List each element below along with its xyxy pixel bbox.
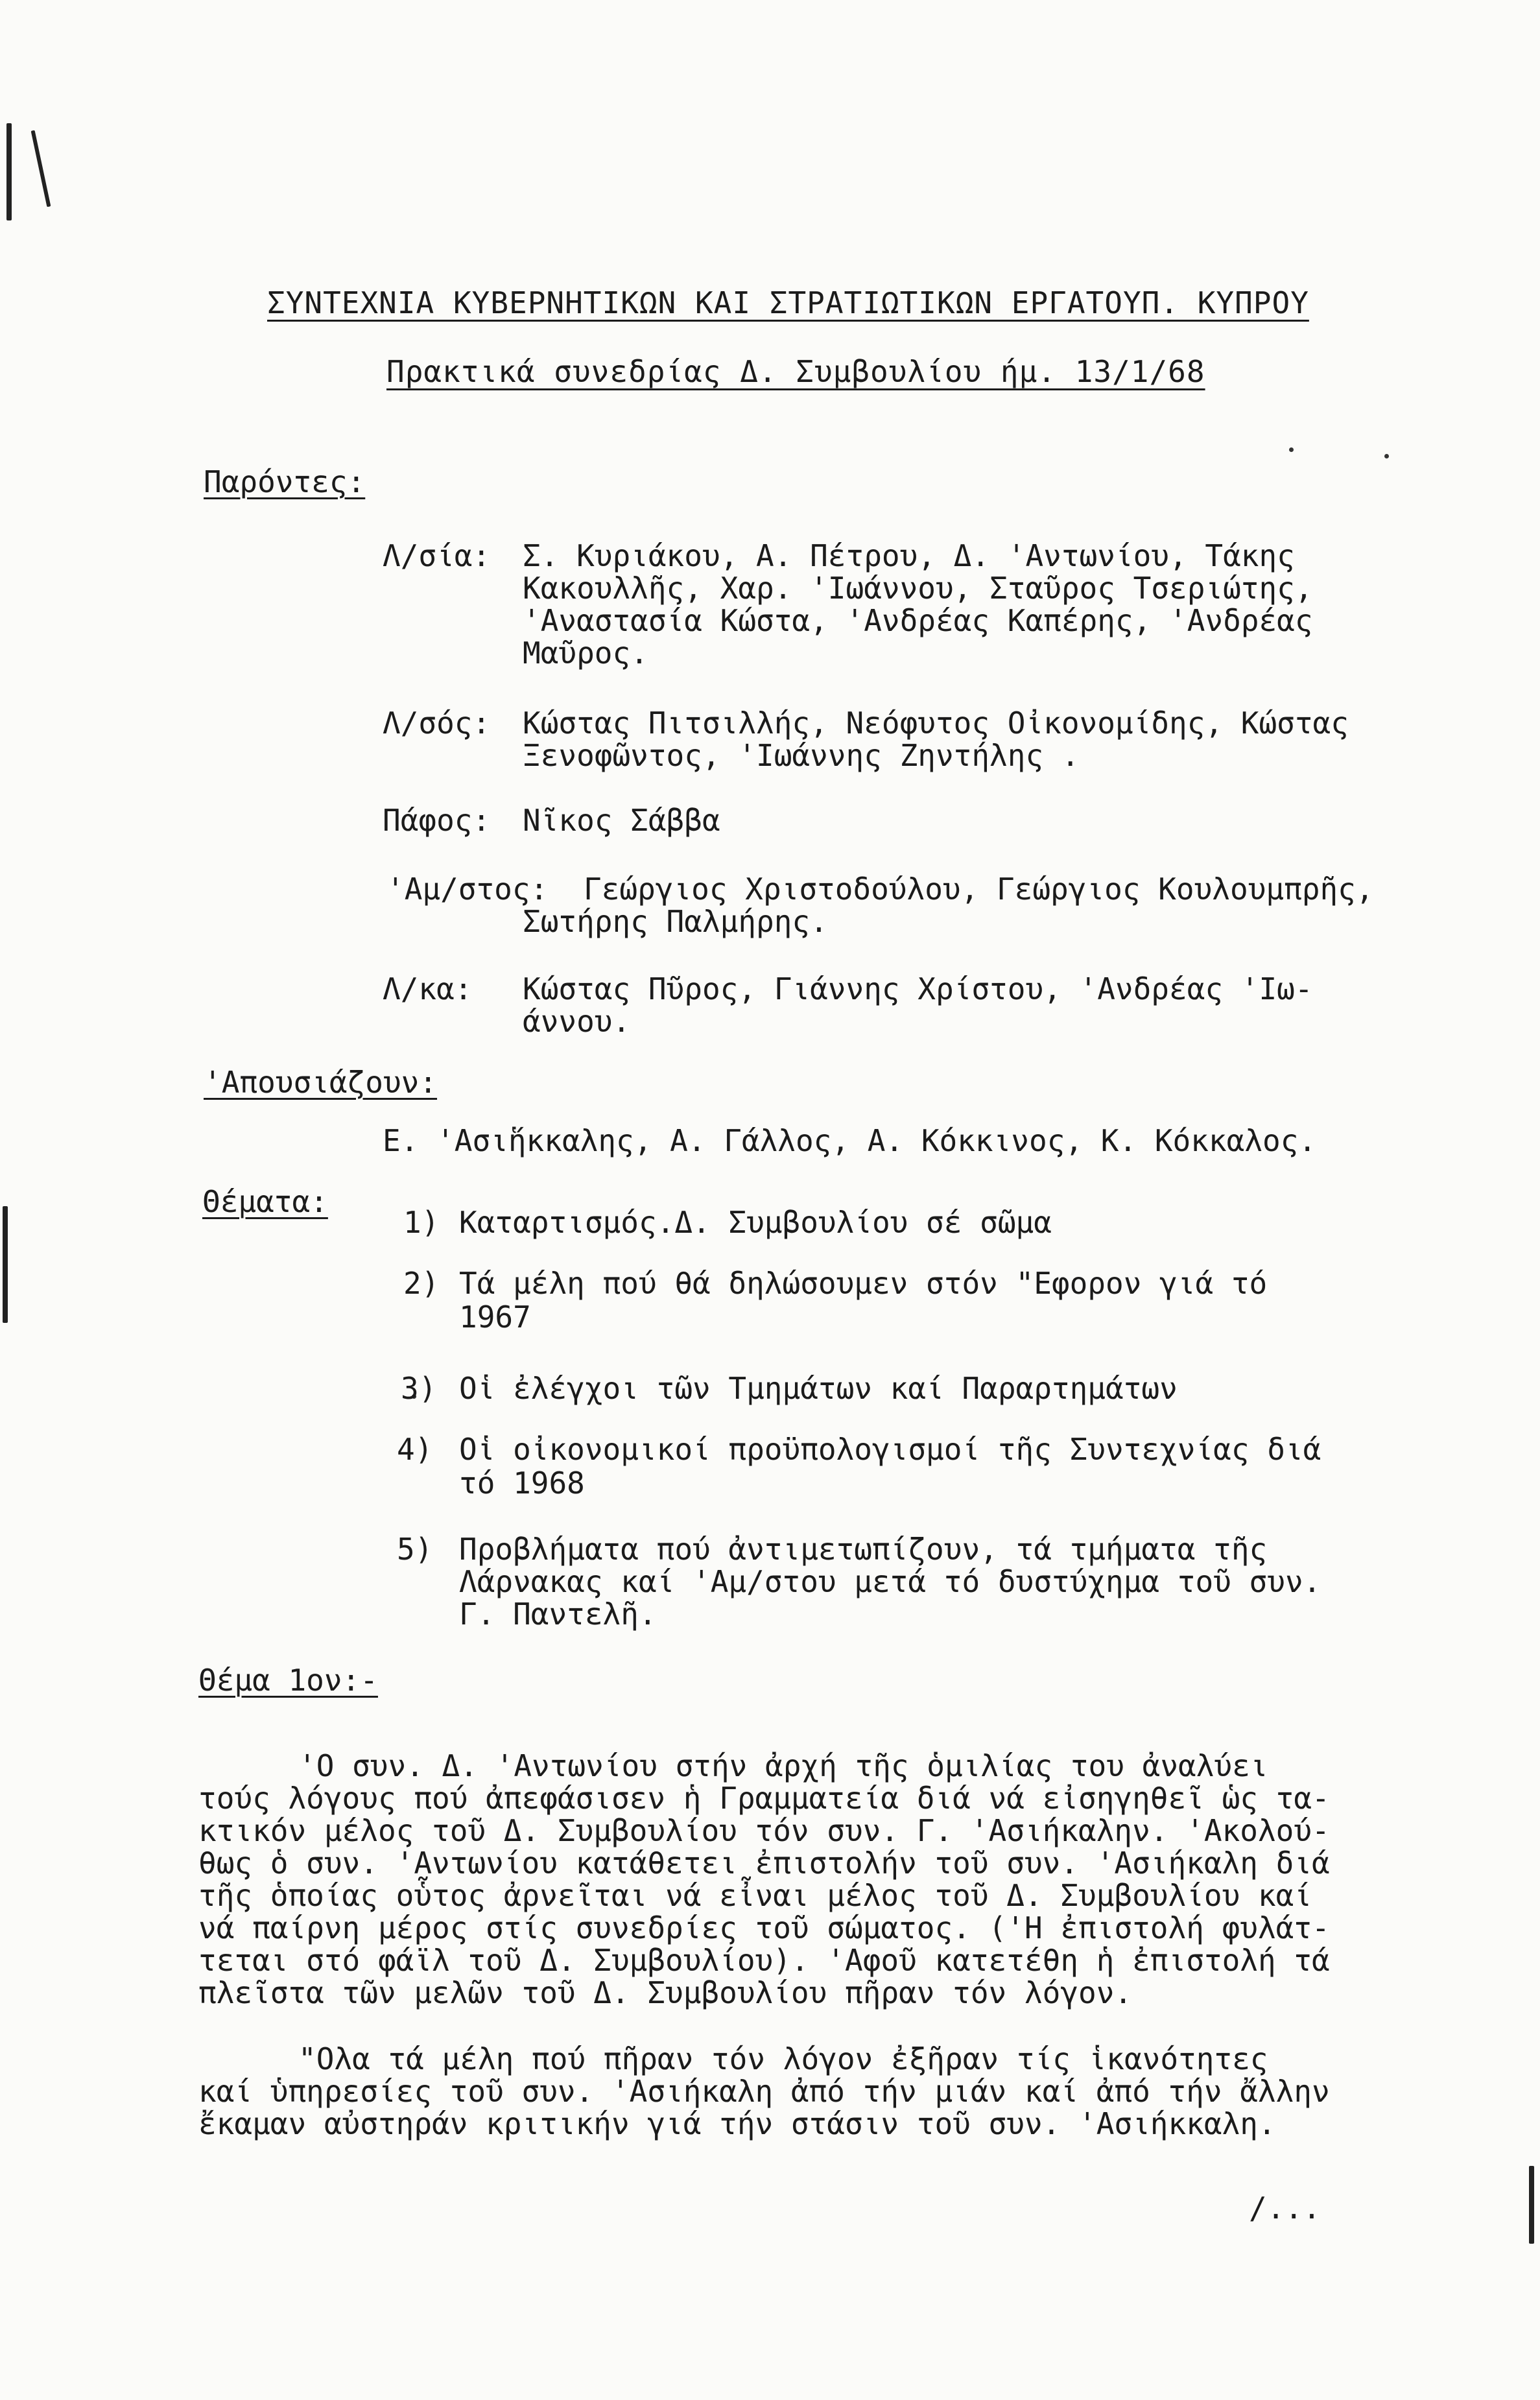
group-line: Κακουλλῆς, Χαρ. 'Ιωάννου, Σταῦρος Τσεριώτης, (523, 571, 1313, 606)
paragraph-line: τῆς ὁποίας οὗτος ἀρνεῖται νά εἶναι μέλος τοῦ Δ. Συμβουλίου καί (198, 1878, 1312, 1913)
group-line: Νῖκος Σάββα (523, 803, 720, 838)
paragraph-line: θως ὁ συν. 'Αντωνίου κατάθετει ἐπιστολήν τοῦ συν. 'Ασιήκαλη διά (198, 1846, 1330, 1881)
scan-mark (3, 1206, 8, 1323)
paragraph-line: νά παίρνη μέρος στίς συνεδρίες τοῦ σώματος. ('Η ἐπιστολή φυλάτ- (198, 1910, 1330, 1945)
topic-number: 2) (403, 1266, 440, 1301)
absent-heading: 'Απουσιάζουν: (204, 1065, 438, 1100)
group-line: 'Αναστασία Κώστα, 'Ανδρέας Καπέρης, 'Ανδρέας (523, 603, 1313, 638)
topic-line: Καταρτισμός.Δ. Συμβουλίου σέ σῶμα (459, 1205, 1052, 1240)
paragraph-line: ἔκαμαν αὐστηράν κριτικήν γιά τήν στάσιν τοῦ συν. 'Ασιήκκαλη. (198, 2106, 1276, 2141)
paragraph-line: τούς λόγους πού ἀπεφάσισεν ἡ Γραμματεία διά νά εἰσηγηθεῖ ὡς τα- (198, 1781, 1330, 1816)
paragraph-line: πλεῖστα τῶν μελῶν τοῦ Δ. Συμβουλίου πῆραν τόν λόγον. (198, 1975, 1133, 2010)
group-label: Λ/κα: (383, 971, 473, 1006)
topic-line: Οἱ ἐλέγχοι τῶν Τμημάτων καί Παραρτημάτων (459, 1371, 1178, 1406)
paragraph-line: 'Ο συν. Δ. 'Αντωνίου στήν ἀρχή τῆς ὁμιλίας του ἀναλύει (298, 1748, 1268, 1783)
topic-number: 3) (401, 1371, 437, 1406)
group-line: Κώστας Πῦρος, Γιάννης Χρίστου, 'Ανδρέας 'Ιω- (523, 971, 1313, 1006)
paragraph-line: καί ὑπηρεσίες τοῦ συν. 'Ασιήκαλη ἀπό τήν μιάν καί ἀπό τήν ἄλλην (198, 2074, 1330, 2109)
scan-speck (1289, 447, 1294, 452)
scan-mark (6, 123, 12, 220)
group-label: Λ/σία: (383, 538, 491, 573)
present-heading: Παρόντες: (204, 464, 366, 499)
topic1-heading: Θέμα 1ον:- (198, 1663, 378, 1698)
topics-heading: Θέματα: (202, 1184, 328, 1219)
group-label: Πάφος: (383, 803, 491, 838)
scan-mark (31, 130, 51, 208)
scan-mark (1529, 2166, 1534, 2244)
topic-line: 1967 (459, 1300, 531, 1335)
topic-line: Τά μέλη πού θά δηλώσουμεν στόν "Εφορον γιά τό (459, 1266, 1268, 1301)
topic-line: Οἱ οἰκονομικοί προϋπολογισμοί τῆς Συντεχνίας διά (459, 1432, 1321, 1467)
topic-line: Γ. Παντελῆ. (459, 1597, 657, 1632)
scan-speck (1384, 454, 1389, 458)
minutes-subtitle: Πρακτικά συνεδρίας Δ. Συμβουλίου ήμ. 13/1/68 (386, 354, 1205, 389)
topic-line: Λάρνακας καί 'Αμ/στου μετά τό δυστύχημα τοῦ συν. (459, 1564, 1321, 1599)
continuation-mark: /... (1249, 2191, 1321, 2226)
paragraph-line: "Ολα τά μέλη πού πῆραν τόν λόγον ἐξῆραν τίς ἱκανότητες (298, 2041, 1268, 2076)
group-line: Ξενοφῶντος, 'Ιωάννης Ζηντήλης . (523, 738, 1080, 773)
topic-line: Προβλήματα πού ἀντιμετωπίζουν, τά τμήματα τῆς (459, 1532, 1268, 1567)
group-line: άννου. (523, 1004, 631, 1039)
group-label: 'Αμ/στος: (386, 872, 549, 907)
paragraph-line: τεται στό φάϊλ τοῦ Δ. Συμβουλίου). 'Αφοῦ κατετέθη ἡ ἐπιστολή τά (198, 1943, 1330, 1978)
absent-list: Ε. 'Ασιἥκκαλης, Α. Γάλλος, Α. Κόκκινος, Κ. Κόκκαλος. (383, 1123, 1317, 1158)
group-line: Κώστας Πιτσιλλής, Νεόφυτος Οἰκονομίδης, Κώστας (523, 706, 1349, 741)
organization-title: ΣΥΝΤΕΧΝΙΑ ΚΥΒΕΡΝΗΤΙΚΩΝ ΚΑΙ ΣΤΡΑΤΙΩΤΙΚΩΝ ΕΡΓΑΤΟΥΠ. ΚΥΠΡΟΥ (267, 285, 1309, 320)
topic-number: 4) (397, 1432, 433, 1467)
topic-line: τό 1968 (459, 1466, 585, 1501)
paragraph-line: κτικόν μέλος τοῦ Δ. Συμβουλίου τόν συν. Γ. 'Ασιήκαλην. 'Ακολού- (198, 1813, 1330, 1848)
group-line: Γεώργιος Χριστοδούλου, Γεώργιος Κουλουμπρῆς, (584, 872, 1374, 907)
group-label: Λ/σός: (383, 706, 491, 741)
group-line: Μαῦρος. (523, 636, 648, 671)
group-line: Σωτήρης Παλμήρης. (523, 904, 828, 939)
group-line: Σ. Κυριάκου, Α. Πέτρου, Δ. 'Αντωνίου, Τάκης (523, 538, 1295, 573)
topic-number: 5) (397, 1532, 433, 1567)
topic-number: 1) (403, 1205, 440, 1240)
